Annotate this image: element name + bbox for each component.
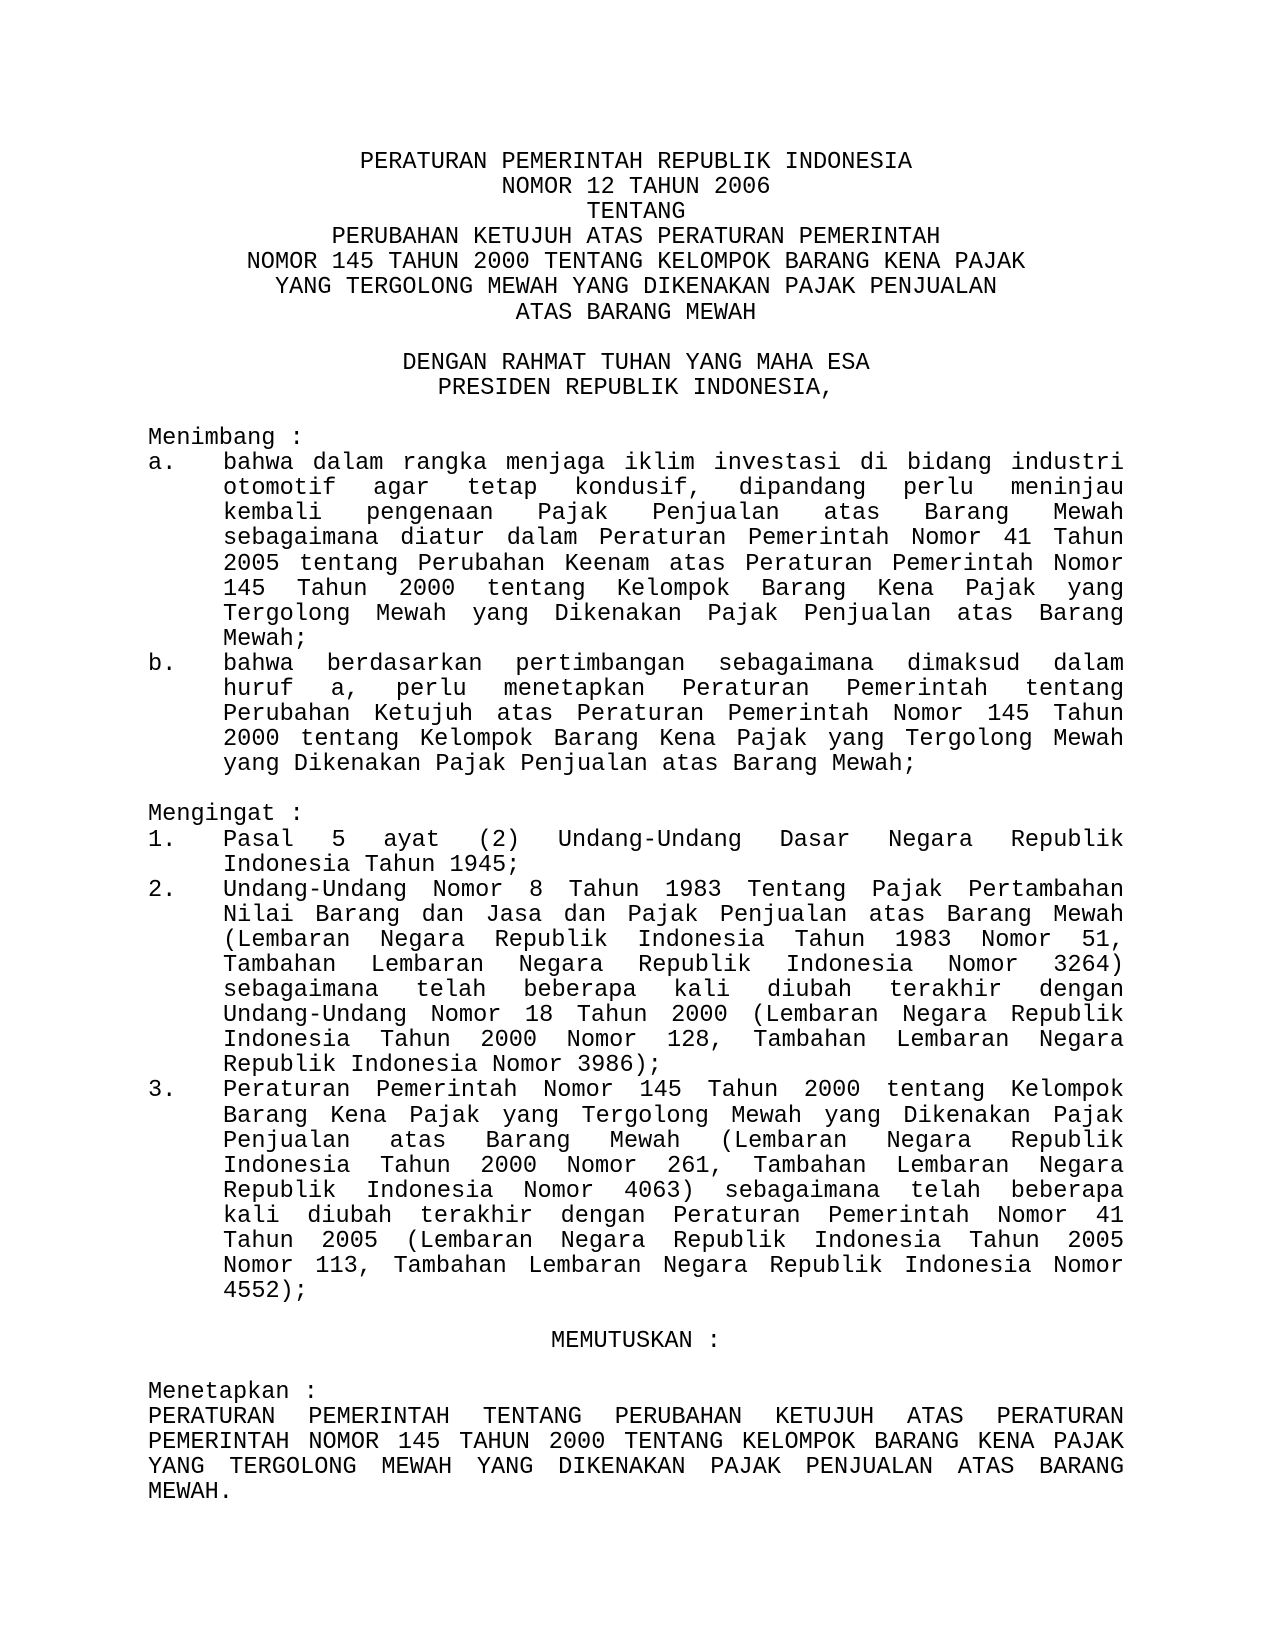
list-marker: 3. xyxy=(148,1077,177,1105)
text-line: sebagaimana telah beberapa kali diubah terakhir dengan xyxy=(223,977,1124,1005)
text-line: PRESIDEN REPUBLIK INDONESIA, xyxy=(437,374,835,402)
menimbang-label: Menimbang : xyxy=(148,425,304,453)
text-line: PEMERINTAH NOMOR 145 TAHUN 2000 TENTANG KELOMPOK BARANG KENA PAJAK xyxy=(148,1428,1124,1456)
text-line: PERATURAN PEMERINTAH TENTANG PERUBAHAN KETUJUH ATAS PERATURAN xyxy=(148,1403,1124,1431)
blank-line xyxy=(148,1304,1124,1329)
list-item-text xyxy=(223,652,1124,777)
text-line: Tambahan Lembaran Negara Republik Indonesia Nomor 3264) xyxy=(223,952,1124,979)
text-line: Indonesia Tahun 2000 Nomor 261, Tambahan Lembaran Negara xyxy=(223,1152,1124,1180)
text-line: PERATURAN PEMERINTAH REPUBLIK INDONESIA xyxy=(359,149,913,176)
text-line: bahwa dalam rangka menjaga iklim investasi di bidang industri xyxy=(223,450,1124,478)
text-line: kembali pengenaan Pajak Penjualan atas Barang Mewah xyxy=(223,500,1124,528)
text-line: huruf a, perlu menetapkan Peraturan Pemerintah tentang xyxy=(223,675,1124,703)
menetapkan-label: Menetapkan : xyxy=(148,1378,318,1406)
blank-line xyxy=(148,777,1124,802)
text-line: Pasal 5 ayat (2) Undang-Undang Dasar Negara Republik xyxy=(223,826,1124,854)
text-line: yang Dikenakan Pajak Penjualan atas Barang Mewah; xyxy=(223,751,917,779)
text-line: 2005 tentang Perubahan Keenam atas Peraturan Pemerintah Nomor xyxy=(223,550,1124,578)
text-line: Tergolong Mewah yang Dikenakan Pajak Penjualan atas Barang xyxy=(223,600,1124,628)
text-line: 4552); xyxy=(223,1278,308,1306)
text-line: Barang Kena Pajak yang Tergolong Mewah yang Dikenakan Pajak xyxy=(223,1102,1124,1130)
text-line: Indonesia Tahun 1945; xyxy=(223,851,521,879)
text-line: bahwa berdasarkan pertimbangan sebagaimana dimaksud dalam xyxy=(223,650,1124,678)
text-line: Republik Indonesia Nomor 4063) sebagaimana telah beberapa xyxy=(223,1177,1124,1205)
text-line: 2000 tentang Kelompok Barang Kena Pajak yang Tergolong Mewah xyxy=(223,726,1124,754)
text-line: Nomor 113, Tambahan Lembaran Negara Republik Indonesia Nomor xyxy=(223,1253,1124,1281)
text-line: TENTANG xyxy=(586,199,686,227)
menetapkan-section xyxy=(148,1380,1124,1505)
text-line: NOMOR 12 TAHUN 2006 xyxy=(501,174,771,202)
text-line: YANG TERGOLONG MEWAH YANG DIKENAKAN PAJAK PENJUALAN xyxy=(274,274,998,302)
menimbang-section xyxy=(148,426,1124,777)
list-item-text xyxy=(223,1078,1124,1304)
text-line: NOMOR 145 TAHUN 2000 TENTANG KELOMPOK BARANG KENA PAJAK xyxy=(246,249,1026,277)
text-line: Undang-Undang Nomor 8 Tahun 1983 Tentang Pajak Pertambahan xyxy=(223,876,1124,904)
menetapkan-body xyxy=(148,1405,1124,1505)
text-line: Tahun 2005 (Lembaran Negara Republik Indonesia Tahun 2005 xyxy=(223,1228,1124,1256)
text-line: MEWAH. xyxy=(148,1478,233,1506)
list-item xyxy=(148,652,1124,777)
mengingat-label: Mengingat : xyxy=(148,801,304,829)
text-line: ATAS BARANG MEWAH xyxy=(515,299,757,327)
list-marker: 2. xyxy=(148,876,177,904)
text-line: Mewah; xyxy=(223,625,308,653)
list-marker: b. xyxy=(148,650,177,678)
list-marker: 1. xyxy=(148,826,177,854)
document-title-block xyxy=(148,150,1124,326)
text-line: YANG TERGOLONG MEWAH YANG DIKENAKAN PAJAK PENJUALAN ATAS BARANG xyxy=(148,1453,1124,1481)
list-item xyxy=(148,878,1124,1079)
list-item-text xyxy=(223,878,1124,1079)
text-line: 145 Tahun 2000 tentang Kelompok Barang Kena Pajak yang xyxy=(223,575,1124,603)
list-item xyxy=(148,451,1124,652)
mengingat-items xyxy=(148,828,1124,1305)
blank-line xyxy=(148,1355,1124,1380)
text-line: PERUBAHAN KETUJUH ATAS PERATURAN PEMERINTAH xyxy=(331,224,941,252)
text-line: Undang-Undang Nomor 18 Tahun 2000 (Lembaran Negara Republik xyxy=(223,1002,1124,1030)
text-line: otomotif agar tetap kondusif, dipandang perlu meninjau xyxy=(223,475,1124,503)
text-line: sebagaimana diatur dalam Peraturan Pemerintah Nomor 41 Tahun xyxy=(223,525,1124,553)
blank-line xyxy=(148,326,1124,351)
text-line: (Lembaran Negara Republik Indonesia Tahun 1983 Nomor 51, xyxy=(223,926,1124,954)
text-line: Republik Indonesia Nomor 3986); xyxy=(223,1052,662,1080)
list-item-text xyxy=(223,828,1124,878)
list-item xyxy=(148,828,1124,878)
list-marker: a. xyxy=(148,450,177,478)
text-line: Peraturan Pemerintah Nomor 145 Tahun 2000 tentang Kelompok xyxy=(223,1077,1124,1105)
memutuskan-heading: MEMUTUSKAN : xyxy=(551,1328,721,1356)
text-line: Nilai Barang dan Jasa dan Pajak Penjualan atas Barang Mewah xyxy=(223,901,1124,929)
menimbang-items xyxy=(148,451,1124,777)
preamble-block xyxy=(148,351,1124,401)
text-line: kali diubah terakhir dengan Peraturan Pemerintah Nomor 41 xyxy=(223,1202,1124,1230)
blank-line xyxy=(148,401,1124,426)
list-item xyxy=(148,1078,1124,1304)
text-line: Perubahan Ketujuh atas Peraturan Pemerintah Nomor 145 Tahun xyxy=(223,701,1124,729)
text-line: DENGAN RAHMAT TUHAN YANG MAHA ESA xyxy=(402,349,870,377)
mengingat-section xyxy=(148,802,1124,1304)
list-item-text xyxy=(223,451,1124,652)
text-line: Penjualan atas Barang Mewah (Lembaran Negara Republik xyxy=(223,1127,1124,1155)
text-line: Indonesia Tahun 2000 Nomor 128, Tambahan Lembaran Negara xyxy=(223,1027,1124,1055)
